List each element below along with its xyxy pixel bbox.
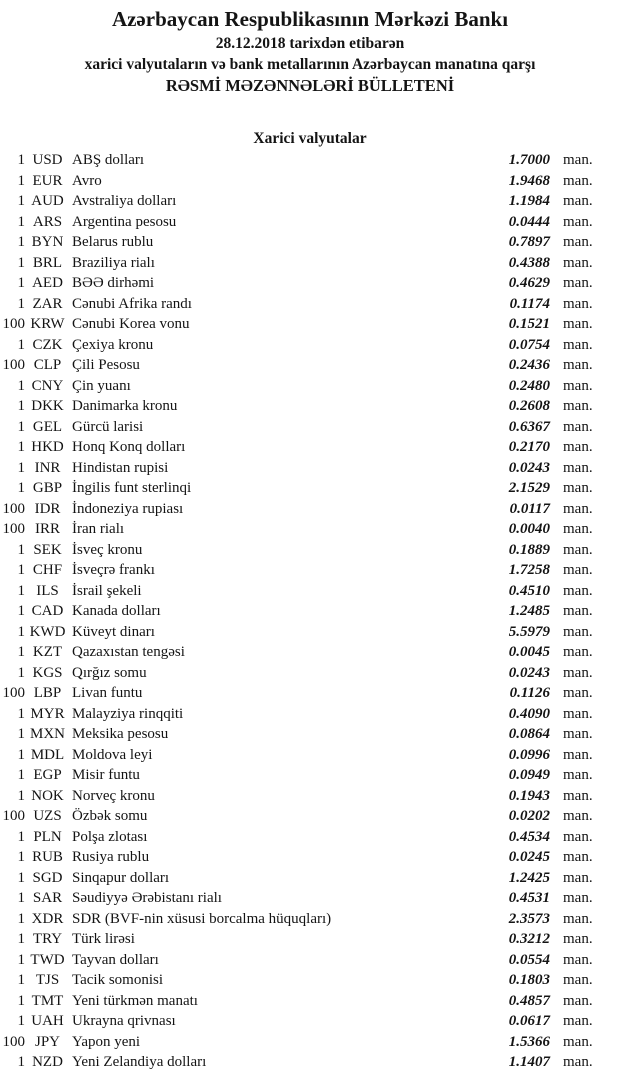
- currency-name-cell: Malayziya rinqqiti: [72, 705, 184, 722]
- currency-name-cell: Rusiya rublu: [72, 849, 150, 865]
- quantity-cell: 1: [17, 726, 25, 742]
- rate-value-cell: 0.0617: [508, 1013, 550, 1029]
- currency-code-cell: EGP: [33, 767, 62, 783]
- quantity-cell: 1: [17, 562, 25, 578]
- unit-cell: man.: [563, 357, 593, 373]
- unit-cell: man.: [563, 623, 593, 640]
- rate-value-cell: 0.0117: [509, 500, 550, 517]
- quantity-cell: 100: [2, 1033, 25, 1050]
- currency-code-cell: CZK: [32, 336, 63, 353]
- rate-row: [0, 232, 595, 253]
- currency-name-cell: İsrail şekeli: [72, 582, 142, 599]
- unit-cell: man.: [563, 562, 593, 578]
- currency-name-cell: Misir funtu: [72, 767, 140, 783]
- unit-cell: man.: [563, 972, 593, 988]
- rate-row: [0, 929, 595, 950]
- unit-cell: man.: [563, 726, 593, 742]
- rate-value-cell: 0.2436: [508, 357, 550, 373]
- quantity-cell: 1: [17, 787, 25, 804]
- currency-code-cell: ARS: [32, 213, 63, 230]
- rate-row: [0, 642, 595, 663]
- rate-value-cell: 0.2608: [508, 398, 550, 414]
- currency-name-cell: Tacik somonisi: [72, 972, 164, 988]
- quantity-cell: 1: [17, 869, 25, 886]
- rate-row: [0, 601, 595, 622]
- rate-row: [0, 1052, 595, 1073]
- quantity-cell: 1: [17, 398, 25, 414]
- unit-cell: man.: [563, 951, 593, 968]
- unit-cell: man.: [563, 767, 593, 783]
- rate-row: [0, 314, 595, 335]
- rate-row: [0, 376, 595, 397]
- unit-cell: man.: [563, 459, 593, 476]
- rate-row: [0, 847, 595, 868]
- currency-name-cell: Argentina pesosu: [72, 213, 177, 230]
- rate-row: [0, 786, 595, 807]
- quantity-cell: 1: [17, 931, 25, 947]
- currency-name-cell: Çexiya kronu: [72, 336, 154, 353]
- unit-cell: man.: [563, 377, 593, 394]
- bulletin-title: RƏSMİ MƏZƏNNƏLƏRİ BÜLLETENİ: [165, 76, 455, 95]
- currency-name-cell: Polşa zlotası: [72, 828, 148, 845]
- section-title-foreign-currencies: Xarici valyutalar: [253, 130, 367, 147]
- quantity-cell: 1: [17, 644, 25, 660]
- currency-code-cell: ZAR: [32, 295, 63, 312]
- currency-code-cell: LBP: [33, 685, 62, 701]
- currency-code-cell: DKK: [31, 398, 64, 414]
- rate-row: [0, 888, 595, 909]
- unit-cell: man.: [563, 746, 593, 763]
- currency-code-cell: USD: [32, 152, 63, 168]
- quantity-cell: 1: [17, 459, 25, 476]
- currency-name-cell: Kanada dolları: [72, 603, 161, 619]
- currency-code-cell: KZT: [32, 644, 63, 660]
- rate-value-cell: 0.0996: [508, 746, 550, 763]
- rate-value-cell: 0.1943: [508, 787, 550, 804]
- currency-name-cell: Gürcü larisi: [72, 418, 144, 435]
- rates-table: [0, 150, 620, 1073]
- currency-name-cell: Çin yuanı: [72, 377, 131, 394]
- quantity-cell: 1: [17, 275, 25, 291]
- currency-code-cell: UZS: [33, 808, 62, 824]
- currency-name-cell: Səudiyyə Ərəbistanı rialı: [72, 890, 222, 906]
- quantity-cell: 1: [17, 767, 25, 783]
- quantity-cell: 1: [17, 972, 25, 988]
- rate-value-cell: 0.4090: [508, 705, 550, 722]
- rate-row: [0, 581, 595, 602]
- rate-row: [0, 622, 595, 643]
- currency-name-cell: Belarus rublu: [72, 234, 154, 250]
- unit-cell: man.: [563, 152, 593, 168]
- quantity-cell: 100: [2, 685, 25, 701]
- currency-name-cell: Küveyt dinarı: [72, 623, 155, 640]
- rate-row: [0, 519, 595, 540]
- rate-row: [0, 560, 595, 581]
- unit-cell: man.: [563, 541, 593, 558]
- currency-code-cell: PLN: [33, 828, 62, 845]
- currency-code-cell: BRL: [32, 254, 63, 271]
- unit-cell: man.: [563, 705, 593, 722]
- rate-value-cell: 1.1407: [508, 1054, 550, 1070]
- rate-value-cell: 1.7000: [508, 152, 550, 168]
- effective-date-line: 28.12.2018 tarixdən etibarən: [215, 35, 405, 52]
- rate-row: [0, 478, 595, 499]
- currency-code-cell: ILS: [36, 582, 59, 599]
- quantity-cell: 1: [17, 234, 25, 250]
- rate-value-cell: 5.5979: [508, 623, 550, 640]
- rate-value-cell: 0.1174: [509, 295, 550, 312]
- currency-code-cell: AUD: [31, 193, 64, 209]
- unit-cell: man.: [563, 910, 593, 927]
- rate-row: [0, 458, 595, 479]
- unit-cell: man.: [563, 316, 593, 332]
- rate-row: [0, 171, 595, 192]
- currency-code-cell: KRW: [30, 316, 65, 332]
- rate-row: [0, 437, 595, 458]
- rate-value-cell: 0.0949: [508, 767, 550, 783]
- unit-cell: man.: [563, 254, 593, 271]
- quantity-cell: 1: [17, 152, 25, 168]
- rate-row: [0, 704, 595, 725]
- quantity-cell: 1: [17, 890, 25, 906]
- rate-value-cell: 0.7897: [508, 234, 550, 250]
- currency-code-cell: IRR: [34, 521, 60, 537]
- rate-value-cell: 0.1803: [508, 972, 550, 988]
- rate-row: [0, 191, 595, 212]
- rate-row: [0, 745, 595, 766]
- currency-name-cell: Çili Pesosu: [72, 357, 140, 373]
- unit-cell: man.: [563, 398, 593, 414]
- currency-code-cell: RUB: [32, 849, 63, 865]
- unit-cell: man.: [563, 172, 593, 189]
- rate-value-cell: 0.4629: [508, 275, 550, 291]
- currency-code-cell: CAD: [31, 603, 64, 619]
- rate-row: [0, 417, 595, 438]
- unit-cell: man.: [563, 336, 593, 353]
- unit-cell: man.: [563, 808, 593, 824]
- rate-value-cell: 0.1889: [508, 541, 550, 558]
- quantity-cell: 1: [17, 828, 25, 845]
- rate-row: [0, 212, 595, 233]
- rate-value-cell: 0.4388: [508, 254, 550, 271]
- quantity-cell: 100: [2, 316, 25, 332]
- rate-value-cell: 0.0245: [508, 849, 550, 865]
- currency-name-cell: Özbək somu: [72, 808, 148, 824]
- rate-row: [0, 1032, 595, 1053]
- rate-value-cell: 0.0040: [508, 521, 550, 537]
- currency-code-cell: HKD: [31, 439, 64, 455]
- currency-code-cell: TRY: [32, 931, 63, 947]
- quantity-cell: 1: [17, 295, 25, 312]
- unit-cell: man.: [563, 234, 593, 250]
- quantity-cell: 100: [2, 808, 25, 824]
- rate-value-cell: 1.2425: [508, 869, 550, 886]
- unit-cell: man.: [563, 1054, 593, 1070]
- currency-name-cell: Livan funtu: [72, 685, 143, 701]
- rate-value-cell: 0.1126: [509, 685, 550, 701]
- currency-code-cell: GEL: [32, 418, 63, 435]
- currency-code-cell: BYN: [31, 234, 64, 250]
- rate-row: [0, 253, 595, 274]
- rate-value-cell: 1.7258: [508, 562, 550, 578]
- currency-name-cell: İsveç kronu: [72, 541, 143, 558]
- currency-code-cell: CLP: [33, 357, 62, 373]
- rate-row: [0, 540, 595, 561]
- quantity-cell: 1: [17, 418, 25, 435]
- currency-name-cell: İndoneziya rupiası: [72, 500, 184, 517]
- rate-row: [0, 1011, 595, 1032]
- rate-value-cell: 0.2170: [508, 439, 550, 455]
- currency-code-cell: TJS: [35, 972, 60, 988]
- quantity-cell: 1: [17, 664, 25, 681]
- unit-cell: man.: [563, 644, 593, 660]
- currency-code-cell: MXN: [29, 726, 65, 742]
- quantity-cell: 1: [17, 193, 25, 209]
- currency-name-cell: Meksika pesosu: [72, 726, 169, 742]
- currency-code-cell: JPY: [34, 1033, 60, 1050]
- rate-value-cell: 1.1984: [508, 193, 550, 209]
- currency-name-cell: Yeni türkmən manatı: [72, 992, 198, 1009]
- currency-name-cell: Norveç kronu: [72, 787, 155, 804]
- currency-code-cell: KWD: [29, 623, 66, 640]
- currency-code-cell: NOK: [31, 787, 64, 804]
- currency-name-cell: Braziliya rialı: [72, 254, 155, 271]
- unit-cell: man.: [563, 480, 593, 496]
- rate-value-cell: 0.3212: [508, 931, 550, 947]
- currency-name-cell: İran rialı: [72, 521, 125, 537]
- currency-name-cell: Cənubi Korea vonu: [72, 316, 190, 332]
- currency-code-cell: GBP: [32, 480, 63, 496]
- rate-value-cell: 0.4510: [508, 582, 550, 599]
- unit-cell: man.: [563, 890, 593, 906]
- rate-value-cell: 0.0754: [508, 336, 550, 353]
- quantity-cell: 1: [17, 849, 25, 865]
- currency-code-cell: INR: [34, 459, 61, 476]
- rate-value-cell: 0.4857: [508, 992, 550, 1009]
- unit-cell: man.: [563, 685, 593, 701]
- quantity-cell: 1: [17, 705, 25, 722]
- quantity-cell: 1: [17, 582, 25, 599]
- currency-name-cell: İsveçrə frankı: [72, 562, 155, 578]
- unit-cell: man.: [563, 193, 593, 209]
- rate-value-cell: 0.0554: [508, 951, 550, 968]
- currency-code-cell: CHF: [32, 562, 63, 578]
- rate-row: [0, 991, 595, 1012]
- unit-cell: man.: [563, 849, 593, 865]
- rate-row: [0, 950, 595, 971]
- currency-name-cell: Honq Konq dolları: [72, 439, 186, 455]
- unit-cell: man.: [563, 931, 593, 947]
- quantity-cell: 1: [17, 746, 25, 763]
- currency-name-cell: Sinqapur dolları: [72, 869, 170, 886]
- scope-line: xarici valyutaların və bank metallarının Azərbaycan manatına qarşı: [84, 56, 536, 73]
- currency-code-cell: XDR: [31, 910, 64, 927]
- rate-row: [0, 970, 595, 991]
- rate-value-cell: 0.0045: [508, 644, 550, 660]
- quantity-cell: 1: [17, 910, 25, 927]
- quantity-cell: 1: [17, 480, 25, 496]
- currency-name-cell: Avstraliya dolları: [72, 193, 177, 209]
- unit-cell: man.: [563, 1013, 593, 1029]
- currency-name-cell: Hindistan rupisi: [72, 459, 169, 476]
- currency-name-cell: Cənubi Afrika randı: [72, 295, 192, 312]
- rate-row: [0, 273, 595, 294]
- quantity-cell: 1: [17, 992, 25, 1009]
- currency-name-cell: Danimarka kronu: [72, 398, 178, 414]
- unit-cell: man.: [563, 275, 593, 291]
- quantity-cell: 1: [17, 213, 25, 230]
- quantity-cell: 1: [17, 377, 25, 394]
- bank-name-title: Azərbaycan Respublikasının Mərkəzi Bankı: [111, 7, 509, 31]
- quantity-cell: 100: [2, 521, 25, 537]
- currency-name-cell: BƏƏ dirhəmi: [72, 275, 155, 291]
- quantity-cell: 1: [17, 172, 25, 189]
- currency-code-cell: KGS: [32, 664, 63, 681]
- currency-name-cell: Türk lirəsi: [72, 931, 135, 947]
- rate-row: [0, 396, 595, 417]
- currency-code-cell: AED: [32, 275, 63, 291]
- bulletin-header: [0, 0, 620, 97]
- quantity-cell: 1: [17, 1013, 25, 1029]
- rate-value-cell: 2.1529: [508, 480, 550, 496]
- unit-cell: man.: [563, 828, 593, 845]
- currency-code-cell: SEK: [33, 541, 62, 558]
- quantity-cell: 1: [17, 439, 25, 455]
- rate-value-cell: 0.2480: [508, 377, 550, 394]
- rate-row: [0, 335, 595, 356]
- currency-name-cell: Qırğız somu: [72, 664, 147, 681]
- currency-code-cell: TMT: [31, 992, 64, 1009]
- quantity-cell: 1: [17, 541, 25, 558]
- currency-name-cell: Yeni Zelandiya dolları: [72, 1054, 207, 1070]
- rate-value-cell: 1.2485: [508, 603, 550, 619]
- quantity-cell: 100: [2, 500, 25, 517]
- unit-cell: man.: [563, 603, 593, 619]
- currency-code-cell: UAH: [31, 1013, 64, 1029]
- unit-cell: man.: [563, 418, 593, 435]
- unit-cell: man.: [563, 582, 593, 599]
- rate-value-cell: 0.0243: [508, 459, 550, 476]
- rate-value-cell: 1.5366: [508, 1033, 550, 1050]
- quantity-cell: 1: [17, 1054, 25, 1070]
- rate-row: [0, 868, 595, 889]
- currency-name-cell: ABŞ dolları: [72, 152, 145, 168]
- rate-row: [0, 663, 595, 684]
- rate-value-cell: 0.4531: [508, 890, 550, 906]
- rate-row: [0, 150, 595, 171]
- quantity-cell: 1: [17, 254, 25, 271]
- quantity-cell: 1: [17, 603, 25, 619]
- currency-name-cell: Moldova leyi: [72, 746, 153, 763]
- currency-code-cell: MYR: [30, 705, 65, 722]
- unit-cell: man.: [563, 500, 593, 517]
- unit-cell: man.: [563, 295, 593, 312]
- rate-row: [0, 355, 595, 376]
- rate-row: [0, 909, 595, 930]
- quantity-cell: 1: [17, 336, 25, 353]
- rate-row: [0, 827, 595, 848]
- rate-value-cell: 0.4534: [508, 828, 550, 845]
- rate-value-cell: 0.0243: [508, 664, 550, 681]
- rate-value-cell: 0.0202: [508, 808, 550, 824]
- unit-cell: man.: [563, 664, 593, 681]
- rate-row: [0, 724, 595, 745]
- unit-cell: man.: [563, 521, 593, 537]
- currency-code-cell: TWD: [30, 951, 65, 968]
- rate-value-cell: 0.1521: [508, 316, 550, 332]
- rate-row: [0, 294, 595, 315]
- rate-value-cell: 1.9468: [508, 172, 550, 189]
- currency-code-cell: CNY: [31, 377, 64, 394]
- rate-value-cell: 2.3573: [508, 910, 550, 927]
- rate-value-cell: 0.6367: [508, 418, 550, 435]
- quantity-cell: 100: [2, 357, 25, 373]
- currency-name-cell: Yapon yeni: [72, 1033, 141, 1050]
- currency-code-cell: SAR: [32, 890, 63, 906]
- unit-cell: man.: [563, 787, 593, 804]
- rate-value-cell: 0.0864: [508, 726, 550, 742]
- currency-name-cell: İngilis funt sterlinqi: [72, 480, 192, 496]
- rate-row: [0, 765, 595, 786]
- quantity-cell: 1: [17, 623, 25, 640]
- currency-code-cell: MDL: [30, 746, 65, 763]
- unit-cell: man.: [563, 213, 593, 230]
- currency-code-cell: NZD: [32, 1054, 63, 1070]
- currency-code-cell: IDR: [34, 500, 61, 517]
- currency-code-cell: EUR: [32, 172, 63, 189]
- currency-name-cell: SDR (BVF-nin xüsusi borcalma hüquqları): [72, 910, 332, 927]
- currency-name-cell: Avro: [72, 172, 102, 189]
- currency-code-cell: SGD: [32, 869, 63, 886]
- rate-row: [0, 806, 595, 827]
- unit-cell: man.: [563, 439, 593, 455]
- quantity-cell: 1: [17, 951, 25, 968]
- rate-row: [0, 683, 595, 704]
- rate-value-cell: 0.0444: [508, 213, 550, 230]
- unit-cell: man.: [563, 869, 593, 886]
- currency-name-cell: Ukrayna qrivnası: [72, 1013, 176, 1029]
- unit-cell: man.: [563, 1033, 593, 1050]
- rate-row: [0, 499, 595, 520]
- currency-name-cell: Qazaxıstan tengəsi: [72, 644, 185, 660]
- currency-name-cell: Tayvan dolları: [72, 951, 159, 968]
- unit-cell: man.: [563, 992, 593, 1009]
